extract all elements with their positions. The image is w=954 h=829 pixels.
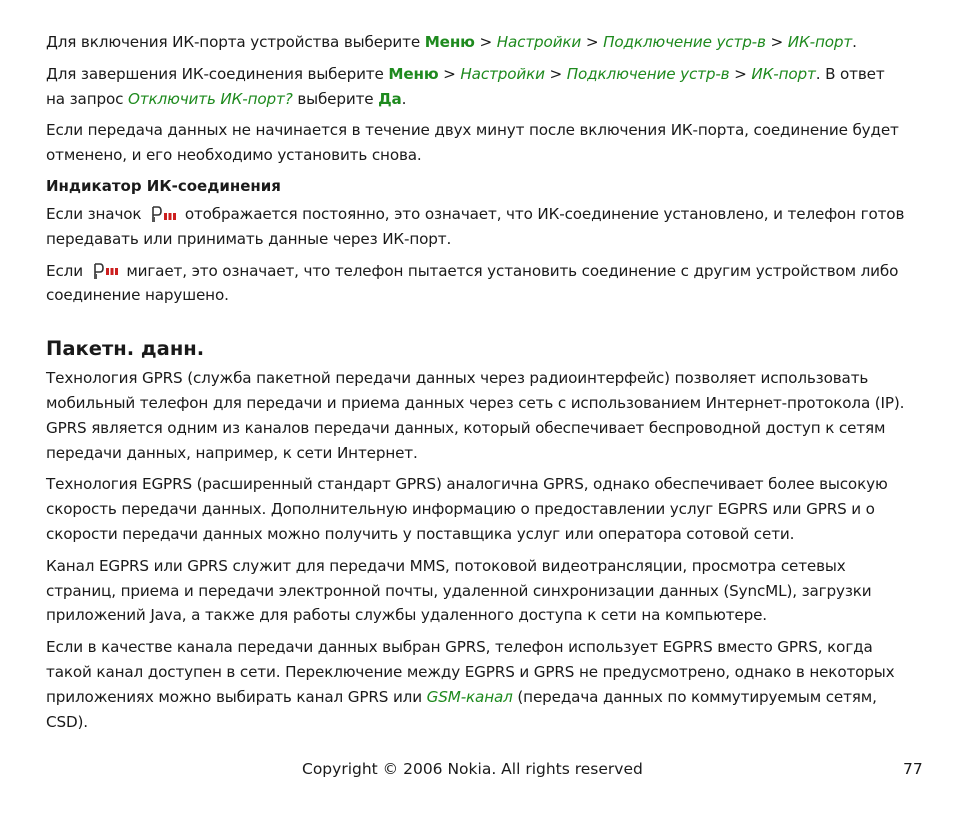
ir-connection-icon — [149, 205, 177, 223]
ir-indicator-heading: Индикатор ИК-соединения — [46, 176, 281, 195]
text: Для завершения ИК-соединения выберите — [46, 64, 389, 83]
settings-link: Настройки — [460, 64, 545, 83]
text: . — [852, 33, 857, 51]
menu-link: Меню — [424, 33, 475, 51]
settings-link: Настройки — [496, 33, 582, 51]
document-page — [46, 30, 908, 741]
text: (передача данных по коммутируемым сетям, CSD). — [46, 687, 877, 731]
connectivity-link: Подключение устр-в — [566, 64, 730, 83]
text: мигает, это означает, что телефон пытается установить соединение с другим устройством либо соединение нарушено. — [46, 261, 899, 305]
ir-enable-paragraph — [46, 30, 908, 55]
ir-disable-paragraph — [46, 62, 908, 112]
copyright-notice: Copyright © 2006 Nokia. All rights reserved — [302, 760, 643, 778]
separator: > — [581, 33, 604, 51]
gprs-paragraph: Технология GPRS (служба пакетной передачи данных через радиоинтерфейс) позволяет использовать мобильный телефон для передачи и приема данных через сеть с использованием Интернет-протокола (IP). GPRS является одним из каналов передачи данных, который обеспечивает беспроводной доступ к сетям передачи данных, например, к сети Интернет. — [46, 369, 905, 462]
ir-blinking-paragraph — [46, 259, 908, 309]
separator: > — [765, 33, 788, 51]
text: Для включения ИК-порта устройства выберите — [46, 33, 425, 51]
usage-paragraph: Канал EGPRS или GPRS служит для передачи MMS, потоковой видеотрансляции, просмотра сетевых страниц, приема и передачи электронной почты, удаленной синхронизации данных (SyncML), загрузки приложений Java, а также для работы службы удаленного доступа к сети на компьютере. — [46, 556, 872, 625]
text: . — [401, 89, 407, 108]
separator: > — [544, 64, 567, 83]
yes-option: Да — [378, 89, 402, 108]
ir-port-link: ИК-порт — [751, 64, 816, 83]
page-number: 77 — [903, 760, 923, 778]
ir-steady-paragraph — [46, 202, 908, 252]
text: выберите — [292, 89, 379, 108]
egprs-paragraph: Технология EGPRS (расширенный стандарт GPRS) аналогична GPRS, однако обеспечивает более высокую скорость передачи данных. Дополнительную информацию о предоставлении услуг EGPRS или GPRS и о скорости передачи данных можно получить у поставщика услуг или оператора сотовой сети. — [46, 475, 888, 543]
text: Если в качестве канала передачи данных выбран GPRS, телефон использует EGPRS вместо GPRS, когда такой канал доступен в сети. Переключение между EGPRS и GPRS не предусмотрено, однако в некоторых приложениях можно выбирать канал GPRS или — [46, 638, 895, 706]
separator: > — [474, 33, 497, 51]
disconnect-prompt: Отключить ИК-порт? — [128, 89, 293, 108]
text: Если — [46, 261, 83, 280]
channel-paragraph — [46, 635, 908, 734]
text: . В ответ на запрос — [46, 64, 885, 108]
ir-timeout-paragraph: Если передача данных не начинается в течение двух минут после включения ИК-порта, соединение будет отменено, и его необходимо установить снова. — [46, 121, 899, 165]
text: Если значок — [46, 204, 142, 223]
ir-port-link: ИК-порт — [787, 33, 853, 51]
packet-data-heading: Пакетн. данн. — [46, 337, 205, 361]
separator: > — [438, 64, 461, 83]
gsm-channel-link: GSM-канал — [426, 687, 513, 706]
connectivity-link: Подключение устр-в — [603, 33, 766, 51]
separator: > — [729, 64, 752, 83]
menu-link: Меню — [388, 64, 439, 83]
ir-connection-icon — [91, 262, 119, 280]
text: отображается постоянно, это означает, что ИК-соединение установлено, и телефон готов передавать или принимать данные через ИК-порт. — [46, 204, 905, 248]
